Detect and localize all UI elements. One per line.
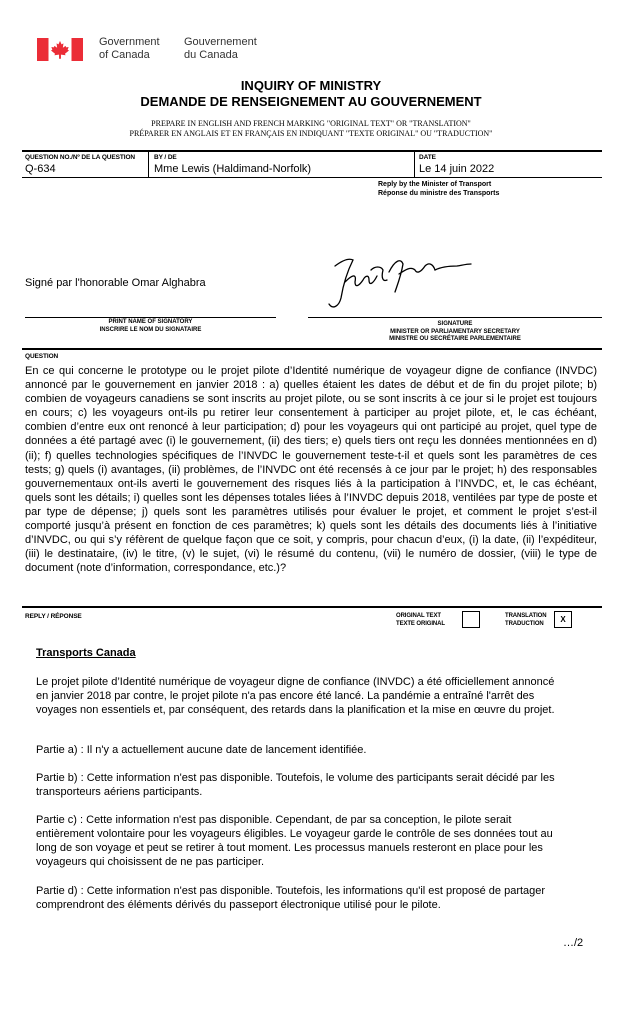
original-text-label-fr: TEXTE ORIGINAL — [396, 621, 445, 627]
question-label: QUESTION — [25, 353, 59, 360]
table-bottom-rule — [22, 177, 602, 178]
signatory-name: Signé par l'honorable Omar Alghabra — [25, 277, 206, 289]
original-text-label — [396, 612, 445, 628]
canada-flag-icon — [36, 38, 84, 61]
signature-caption-1: SIGNATURE — [437, 321, 473, 327]
reply-by-en: Reply by the Minister of Transport — [378, 181, 492, 188]
instruction-en: PREPARE IN ENGLISH AND FRENCH MARKING "ORIGINAL TEXT" OR "TRANSLATION" — [151, 119, 471, 128]
table-divider — [414, 151, 415, 177]
gov-en-line2: of Canada — [99, 49, 150, 61]
gov-fr-line2: du Canada — [184, 49, 238, 61]
signature-line — [308, 317, 602, 318]
reply-by-fr: Réponse du ministre des Transports — [378, 190, 500, 197]
signature-caption-3: MINISTRE OU SECRÉTAIRE PARLEMENTAIRE — [389, 336, 521, 342]
by-label: BY / DE — [154, 154, 177, 161]
form-title-fr: DEMANDE DE RENSEIGNEMENT AU GOUVERNEMENT — [140, 94, 482, 109]
answer-department-title: Transports Canada — [36, 647, 136, 659]
government-of-canada-wordmark-en — [99, 36, 160, 62]
print-name-caption — [25, 319, 276, 334]
government-of-canada-wordmark-fr — [184, 36, 257, 62]
date-label: DATE — [419, 154, 436, 161]
translation-label-en: TRANSLATION — [505, 613, 547, 619]
print-name-caption-en: PRINT NAME OF SIGNATORY — [108, 319, 193, 325]
page-continuation-marker: …/2 — [563, 937, 584, 949]
handwritten-signature — [325, 252, 475, 314]
table-top-rule — [22, 150, 602, 152]
answer-paragraph: Le projet pilote d’Identité numérique de voyageur digne de confiance (INVDC) a été officiellement annoncé en janvier 2018 par contre, le projet pilote n'a pas encore été lancé. La pandémie a entraîné l'arrêt des voyages non essentiels et, par conséquent, des retards dans la planification et la mise en œuvre du projet. — [36, 676, 555, 716]
question-number-label: QUESTION NO./Nº DE LA QUESTION — [25, 154, 136, 161]
translation-label — [505, 612, 546, 628]
original-text-checkbox[interactable] — [462, 611, 480, 628]
signature-caption-2: MINISTER OR PARLIAMENTARY SECRETARY — [390, 328, 520, 335]
table-divider — [148, 151, 149, 177]
original-text-label-en: ORIGINAL TEXT — [396, 613, 441, 619]
reply-top-rule — [22, 606, 602, 608]
question-text: En ce qui concerne le prototype ou le projet pilote d’Identité numérique de voyageur digne de confiance (INVDC) annoncé par le gouvernement en janvier 2018 : a) quelles étaient les dates de début et de fin du projet pilote; b) combien de voyageurs canadiens se sont inscrits au projet pilote, ou se sont inscrits à ce jour si le projet est toujours en cours; c) les voyageurs ont-ils pu retirer leur consentement à participer au projet pilote, et, le cas échéant, combien d’entre eux ont renoncé à leur participation; d) pour les voyageurs qui ont participé au projet, quel type de données a été partagé avec (i) le gouvernement, (ii) des tiers; e) quels tiers ont reçu les données mentionnées en d)(ii); f) quelles technologies spécifiques de l’INVDC le gouvernement teste-t-il et quels sont les paramètres de ces tests; g) quels (i) avantages, (ii) problèmes, de l’INVDC ont été recensés à ce jour par le projet; h) des responsables gouvernementaux ont-ils averti le gouvernement des risques liés à la participation à l’INVDC, et, le cas échéant, quels sont les détails; i) quelles sont les dépenses totales liées à l’INVDC depuis 2018, ventilées par type de poste et par type de dépense; j) quels sont les paramètres utilisés pour évaluer le projet, et comment le projet s’est-il comporté jusqu’à présent en fonction de ces paramètres; k) quels sont les détails des documents liés à l’initiative d’INVDC, ou qui s’y réfèrent de quelque façon que ce soit, y compris, pour chacun d’eux, (i) la date, (ii) l’expéditeur, (iii) le destinataire, (iv) le titre, (v) le sujet, (vi) le résumé du contenu, (vii) le numéro de dossier, (viii) le type de document (note d’information, correspondance, etc.)? — [25, 365, 597, 575]
print-name-caption-fr: INSCRIRE LE NOM DU SIGNATAIRE — [99, 326, 202, 333]
question-number-value: Q-634 — [25, 163, 56, 175]
gov-en-line1: Government — [99, 36, 160, 48]
translation-label-fr: TRADUCTION — [505, 621, 544, 627]
signature-caption — [308, 321, 602, 344]
by-value: Mme Lewis (Haldimand-Norfolk) — [154, 163, 312, 175]
translation-checkbox[interactable]: X — [554, 611, 572, 628]
print-name-line — [25, 317, 276, 318]
form-title-en: INQUIRY OF MINISTRY — [240, 78, 382, 93]
answer-paragraph: Partie d) : Cette information n'est pas disponible. Toutefois, les informations qu'il est proposé de partager comprendront des éléments dérivés du passeport électronique utilisé pour le pilote. — [36, 885, 546, 911]
answer-paragraph: Partie a) : Il n'y a actuellement aucune date de lancement identifiée. — [36, 744, 367, 756]
answer-paragraph: Partie c) : Cette information n'est pas disponible. Cependant, de par sa conception, le pilote serait entièrement volontaire pour les voyageurs éligibles. Le voyageur garde le contrôle de ses données tout au long de son voyage et peut se retirer à tout moment. Les processus manuels resteront en place pour les voyageurs qui choisissent de ne pas participer. — [36, 814, 553, 868]
gov-fr-line1: Gouvernement — [184, 36, 257, 48]
answer-paragraph: Partie b) : Cette information n'est pas disponible. Toutefois, le volume des participants serait décidé par les transporteurs aériens participants. — [36, 772, 555, 798]
date-value: Le 14 juin 2022 — [419, 163, 495, 175]
reply-label: REPLY / RÉPONSE — [25, 613, 82, 620]
question-top-rule — [22, 348, 602, 350]
instruction-fr: PRÉPARER EN ANGLAIS ET EN FRANÇAIS EN INDIQUANT "TEXTE ORIGINAL" OU "TRADUCTION" — [129, 129, 493, 138]
